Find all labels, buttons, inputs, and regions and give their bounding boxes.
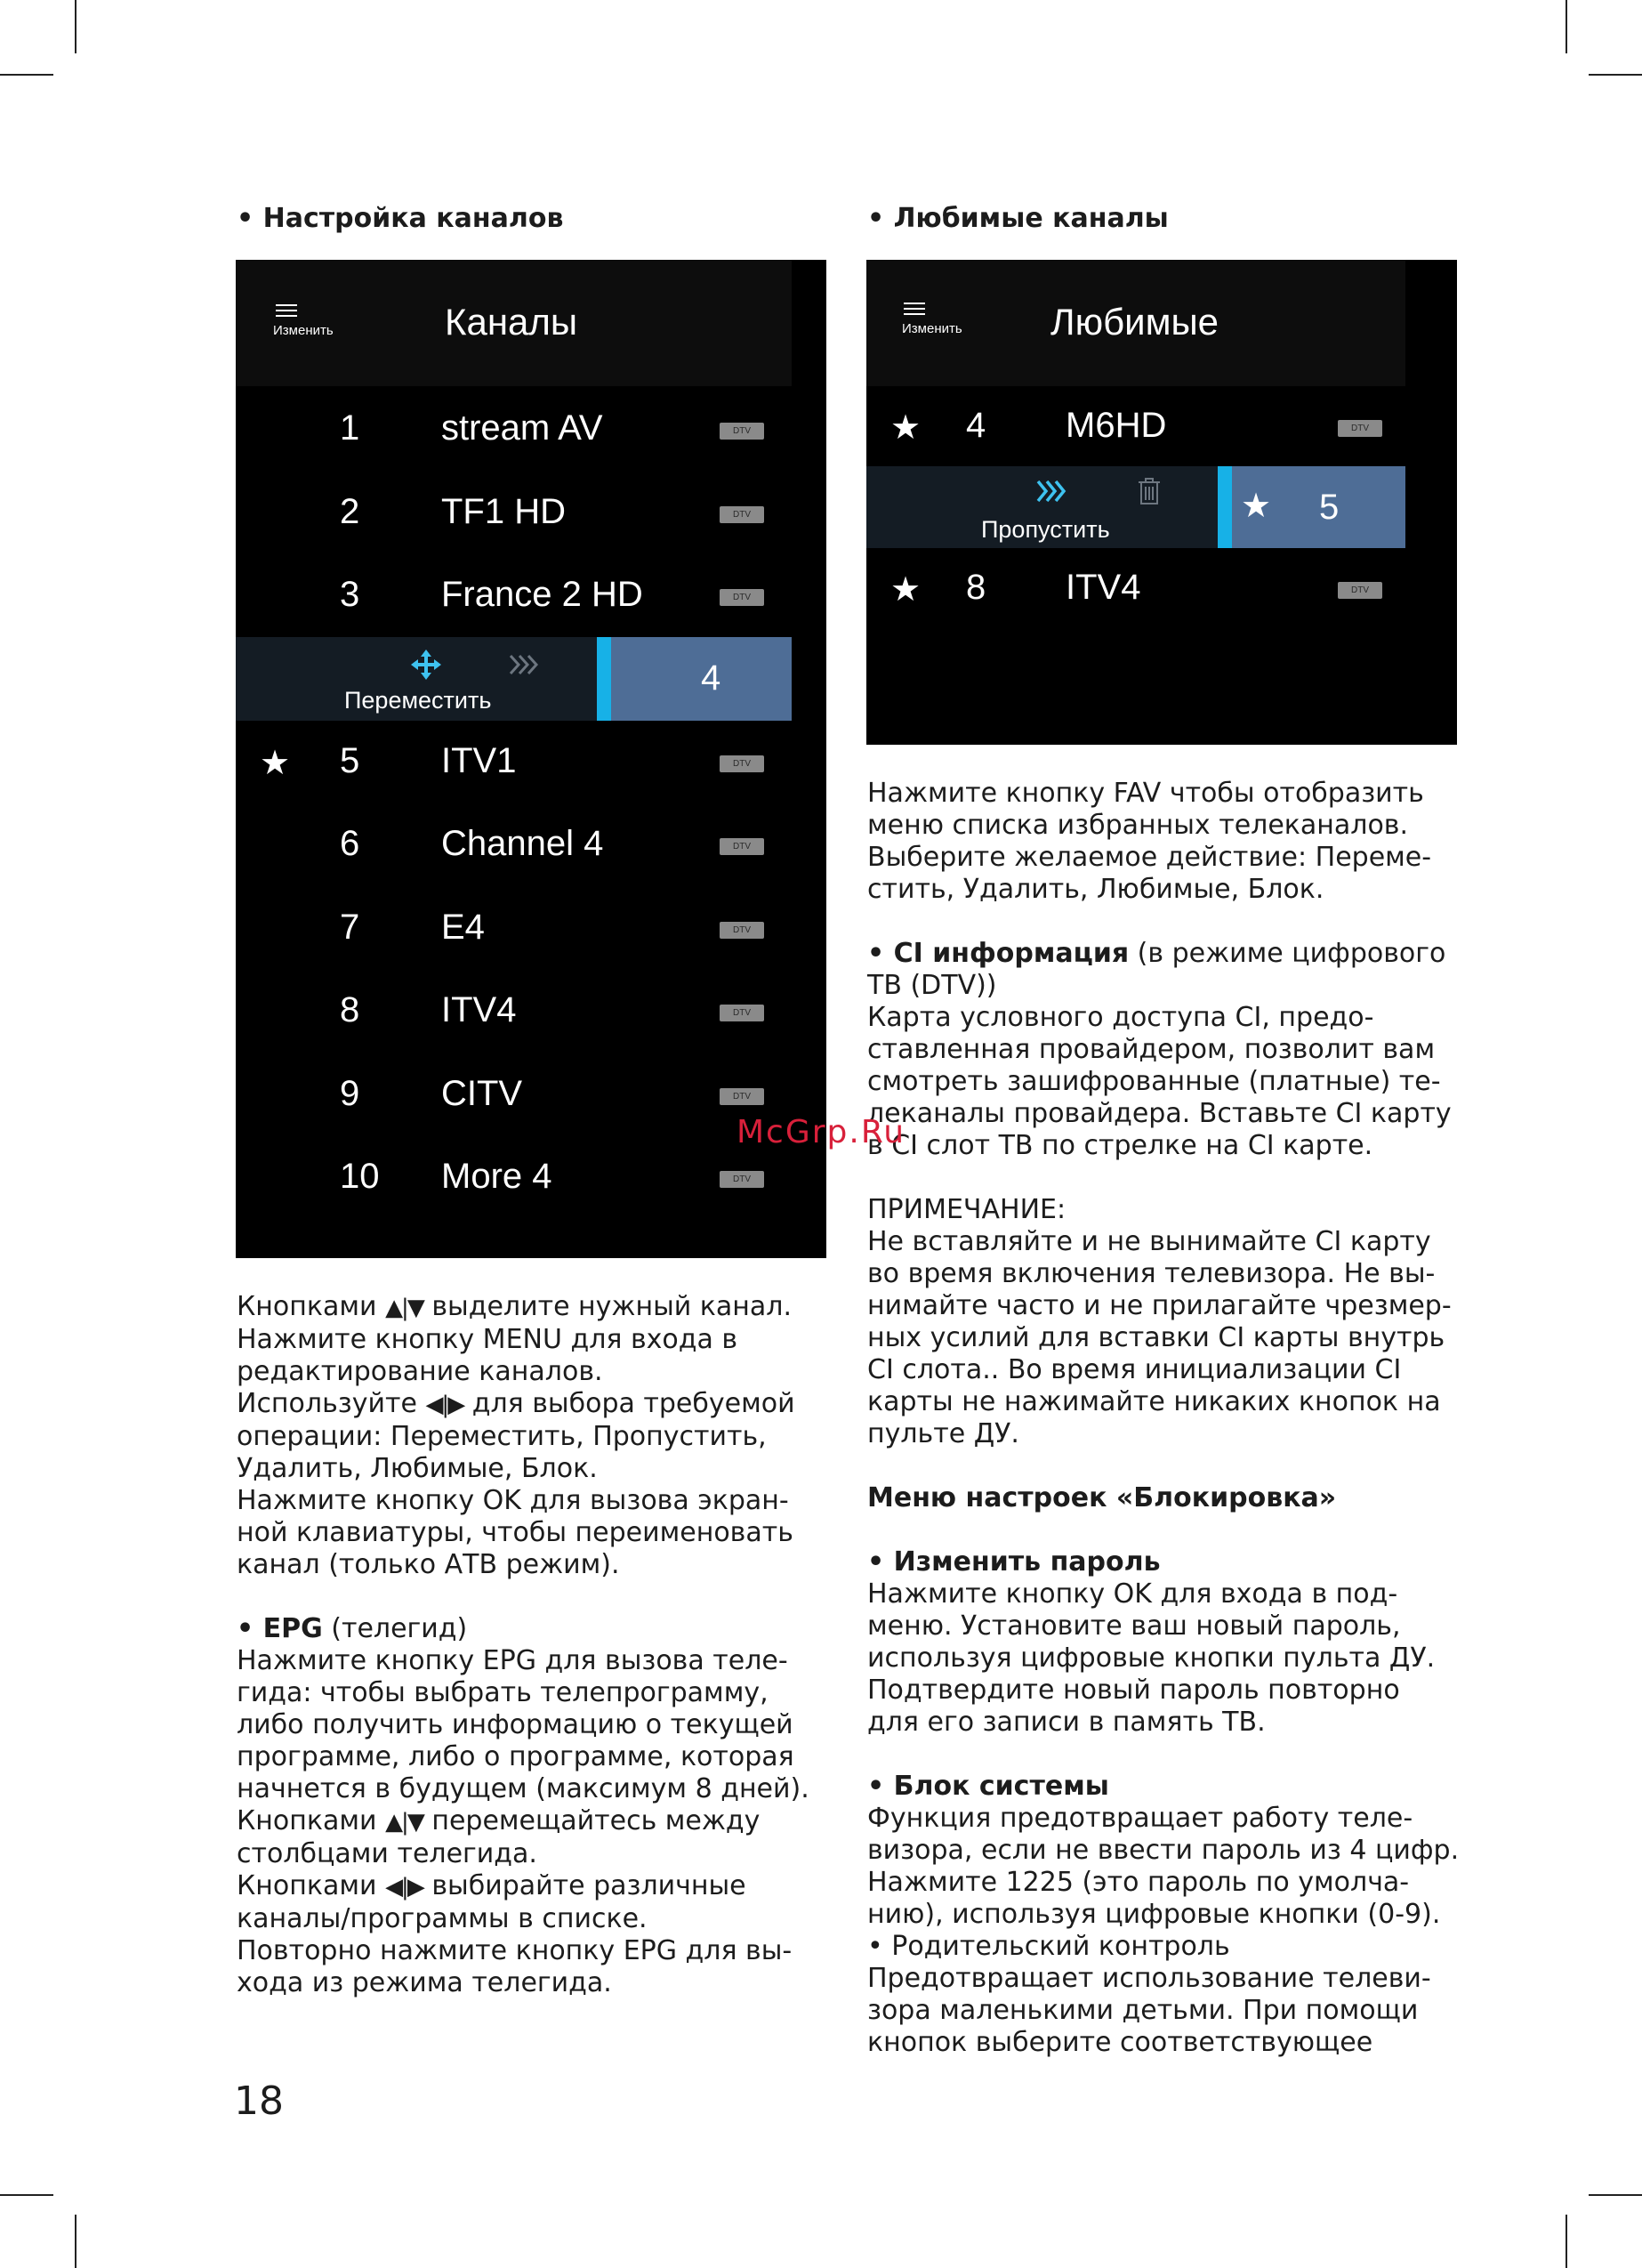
channel-row[interactable]: [236, 555, 826, 639]
arrow-up-down-icon: ▲|▼: [385, 1809, 423, 1836]
crop-mark: [1589, 2194, 1642, 2196]
dtv-badge: DTV: [720, 506, 764, 523]
favorite-star-icon: ★: [260, 745, 291, 782]
channel-name: CITV: [441, 1074, 523, 1113]
menu-list-icon[interactable]: [276, 304, 297, 319]
crop-mark: [1566, 0, 1567, 53]
channels-topbar: [236, 260, 792, 386]
ci-heading: • CI информация (в режиме цифрового: [867, 938, 1446, 969]
channel-number: 10: [340, 1157, 380, 1196]
channel-name: M6HD: [1066, 406, 1167, 445]
lock-menu-heading: Меню настроек «Блокировка»: [867, 1482, 1337, 1513]
trash-icon[interactable]: [1137, 477, 1162, 505]
skip-icon[interactable]: [1035, 479, 1067, 504]
edit-menu-label[interactable]: Изменить: [273, 323, 334, 338]
channel-name: ITV4: [441, 990, 517, 1029]
channel-row[interactable]: [236, 389, 826, 472]
channel-name: TF1 HD: [441, 492, 566, 531]
dtv-badge: DTV: [720, 755, 764, 772]
arrow-up-down-icon: ▲|▼: [385, 1295, 423, 1321]
channel-number: 7: [340, 908, 360, 947]
arrow-left-right-icon: ◀|▶: [385, 1874, 423, 1901]
menu-list-icon[interactable]: [904, 303, 925, 317]
channel-name: Channel 4: [441, 824, 604, 863]
favorite-star-icon: ★: [1241, 488, 1272, 525]
channel-row[interactable]: [236, 804, 826, 888]
crop-mark: [75, 0, 76, 53]
channel-name: E4: [441, 908, 485, 947]
channel-number: 9: [340, 1074, 360, 1113]
selected-channel[interactable]: [1218, 466, 1405, 548]
channel-number: 1: [340, 408, 360, 448]
channel-number: 5: [340, 741, 360, 780]
favorite-star-icon: ★: [890, 571, 922, 609]
channel-row[interactable]: [236, 888, 826, 972]
dtv-badge: DTV: [720, 1005, 764, 1021]
right-column-text: Нажмите кнопку FAV чтобы отобразить меню списка избранных телеканалов. Выберите желаемое действие: Переме- стить, Удалить, Любимые, Блок. • CI информация (в режиме цифрового ТВ (DTV)) Карта условного доступа CI, предо- ставленная провайдером, позволит вам смотреть зашифрованные (платные) те- леканалы провайдера. Вставьте CI карту в CI слот ТВ по стрелке на CI карте. ПРИМЕЧАНИЕ: Не вставляйте и не вынимайте CI карту во время включения телевизора. Не вы- нимайте часто и не прилагайте чрезмер- ных усилий для вставки CI карты внутрь CI слота.. Во время инициализации CI карты не нажимайте никаких кнопок на пульте ДУ. Меню настроек «Блокировка» • Изменить пароль Нажмите кнопку OK для входа в под- меню. Установите ваш новый пароль, используя цифровые кнопки пульта ДУ. Подтвердите новый пароль повторно для его записи в память ТВ. • Блок системы Функция предотвращает работу теле- визора, если не ввести пароль из 4 цифр. Нажмите 1225 (это пароль по умолча- нию), используя цифровые кнопки (0-9). • Родительский контроль Предотвращает использование телеви- зора маленькими детьми. При помощи кнопок выберите соответствующее: [867, 778, 1460, 2058]
favorite-star-icon: ★: [890, 409, 922, 447]
crop-mark: [0, 2194, 53, 2196]
epg-heading: • EPG (телегид): [237, 1613, 468, 1644]
favorites-topbar: [866, 260, 1405, 386]
dtv-badge: DTV: [720, 922, 764, 939]
dtv-badge: DTV: [720, 423, 764, 440]
arrow-left-right-icon: ◀|▶: [425, 1392, 464, 1418]
system-lock-heading: • Блок системы: [867, 1771, 1109, 1802]
dtv-badge: DTV: [720, 1171, 764, 1188]
page-number: 18: [234, 2078, 284, 2124]
watermark: McGrp.Ru: [736, 1114, 906, 1150]
channel-name: ITV1: [441, 741, 517, 780]
channels-title: Каналы: [445, 301, 578, 343]
edit-menu-label[interactable]: Изменить: [902, 321, 962, 336]
channel-name: ITV4: [1066, 568, 1141, 607]
favorites-title: Любимые: [1050, 301, 1219, 343]
channel-name: stream AV: [441, 408, 603, 448]
channel-row[interactable]: [236, 971, 826, 1054]
channel-name: More 4: [441, 1157, 552, 1196]
skip-icon[interactable]: [508, 653, 540, 676]
crop-mark: [1566, 2215, 1567, 2268]
channel-number: 8: [340, 990, 360, 1029]
change-password-heading: • Изменить пароль: [867, 1546, 1161, 1578]
dtv-badge: DTV: [720, 838, 764, 855]
dtv-badge: DTV: [720, 589, 764, 606]
channel-name: France 2 HD: [441, 575, 643, 614]
selected-channel-number: 4: [701, 658, 721, 698]
selected-channel-number: 5: [1319, 488, 1340, 527]
crop-mark: [1589, 74, 1642, 76]
left-section-heading: • Настройка каналов: [237, 203, 564, 234]
left-column-text: Кнопками ▲|▼ выделите нужный канал. Нажмите кнопку MENU для входа в редактирование каналов. Используйте ◀|▶ для выбора требуемой операции: Переместить, Пропустить, Удалить, Любимые, Блок. Нажмите кнопку OK для вызова экран- ной клавиатуры, чтобы переименовать канал (только АТВ режим). • EPG (телегид) Нажмите кнопку EPG для вызова теле- гида: чтобы выбрать телепрограмму, либо получить информацию о текущей программе, либо о программе, которая начнется в будущем (максимум 8 дней). Кнопками ▲|▼ перемещайтесь между столбцами телегида. Кнопками ◀|▶ выбирайте различные каналы/программы в списке. Повторно нажмите кнопку EPG для вы- хода из режима телегида.: [237, 1291, 809, 1998]
selected-channel[interactable]: [597, 637, 792, 721]
move-icon[interactable]: [409, 648, 443, 682]
channel-number: 4: [966, 406, 986, 445]
favorite-row[interactable]: [866, 386, 1457, 470]
selection-indicator: [1218, 466, 1232, 548]
favorite-edit-row: [866, 466, 1218, 548]
channel-row[interactable]: [236, 472, 826, 556]
channel-number: 2: [340, 492, 360, 531]
channel-number: 8: [966, 568, 986, 607]
crop-mark: [75, 2215, 76, 2268]
right-section-heading: • Любимые каналы: [867, 203, 1169, 234]
favorites-screen: [866, 260, 1457, 745]
move-action-label: Переместить: [344, 687, 492, 714]
favorite-row[interactable]: [866, 548, 1457, 632]
channel-number: 6: [340, 824, 360, 863]
channels-screen: [236, 260, 826, 1258]
crop-mark: [0, 74, 53, 76]
channel-row[interactable]: [236, 722, 826, 805]
skip-action-label: Пропустить: [981, 516, 1110, 543]
dtv-badge: DTV: [1338, 420, 1382, 437]
dtv-badge: DTV: [720, 1088, 764, 1105]
channel-number: 3: [340, 575, 360, 614]
selection-indicator: [597, 637, 611, 721]
dtv-badge: DTV: [1338, 582, 1382, 599]
channel-edit-row: [236, 637, 597, 721]
